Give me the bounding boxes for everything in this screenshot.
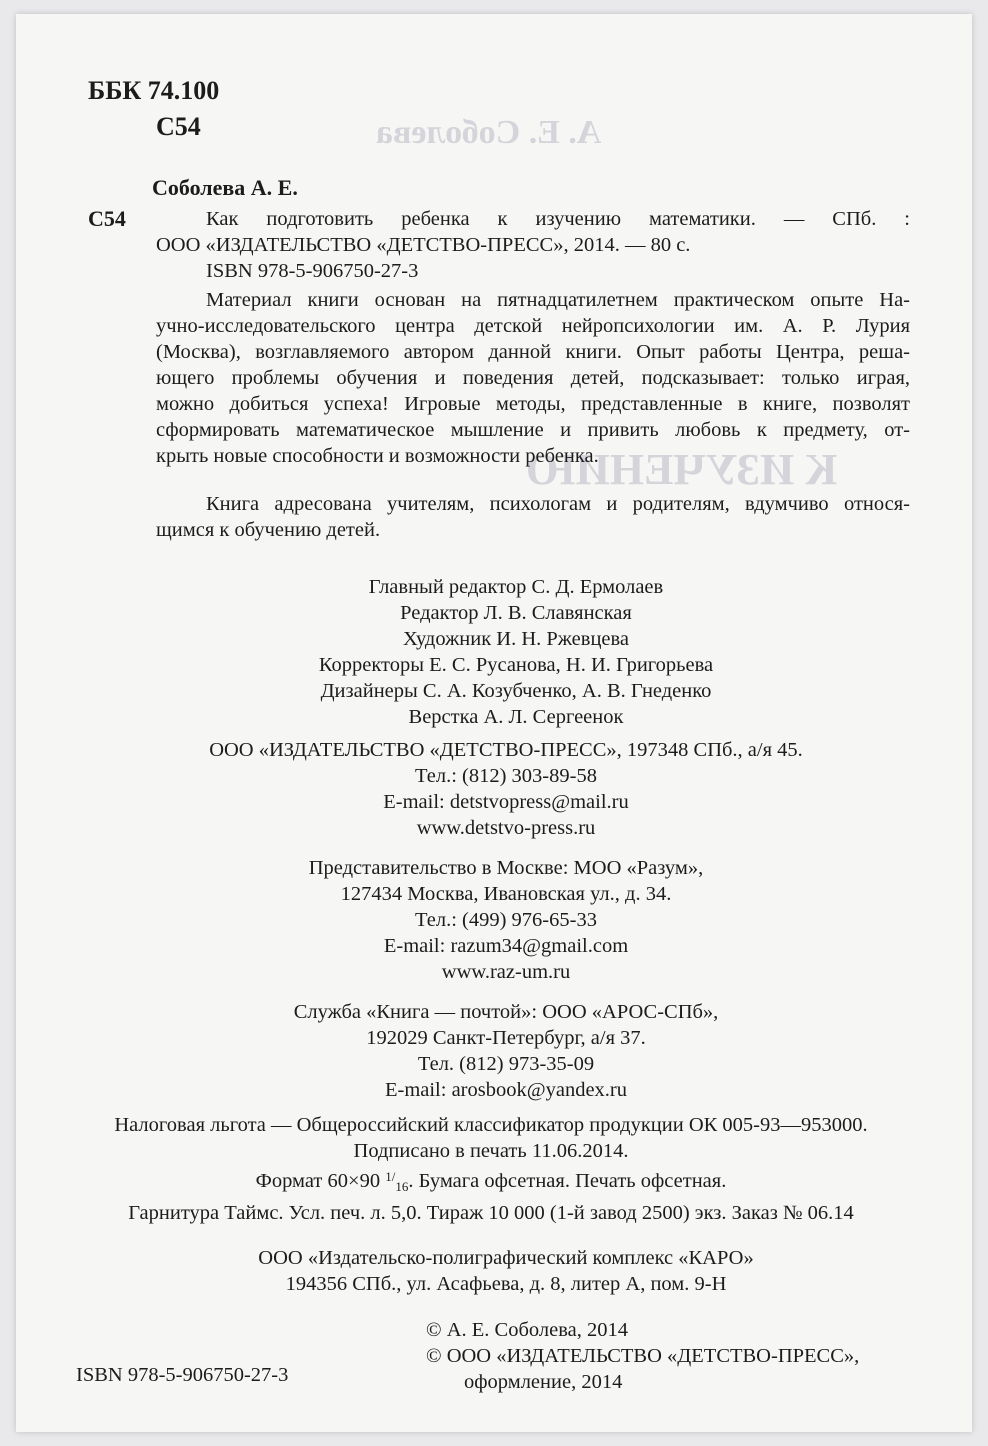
moscow-office-block bbox=[206, 855, 806, 985]
credits-block bbox=[206, 574, 826, 730]
annotation-line: Материал книги основан на пятнадцатилетнем практическом опыте На- bbox=[206, 289, 910, 311]
mail-service-name: Служба «Книга — почтой»: ООО «АРОС-СПб», bbox=[293, 1001, 719, 1023]
copyright-publisher: © ООО «ИЗДАТЕЛЬСТВО «ДЕТСТВО-ПРЕСС», bbox=[426, 1345, 860, 1367]
bib-publisher-line: ООО «ИЗДАТЕЛЬСТВО «ДЕТСТВО-ПРЕСС», 2014. — 80 с. bbox=[156, 234, 691, 256]
publisher-block bbox=[156, 737, 856, 841]
format-prefix: Формат 60×90 bbox=[255, 1170, 381, 1192]
moscow-office-name: Представительство в Москве: МОО «Разум», bbox=[308, 857, 704, 879]
bib-title-block bbox=[206, 206, 910, 232]
publisher-address: ООО «ИЗДАТЕЛЬСТВО «ДЕТСТВО-ПРЕСС», 197348 СПб., а/я 45. bbox=[209, 739, 803, 761]
annotation-line: сформировать математическое мышление и привить любовь к предмету, от- bbox=[156, 419, 910, 441]
annotation-line: Книга адресована учителям, психологам и родителям, вдумчиво относя- bbox=[206, 493, 910, 515]
bib-code: С54 bbox=[88, 206, 126, 231]
format-line bbox=[76, 1164, 906, 1200]
credit-artist: Художник И. Н. Ржевцева bbox=[402, 628, 630, 650]
footer-isbn: ISBN 978-5-906750-27-3 bbox=[76, 1364, 289, 1386]
credit-proofreaders: Корректоры Е. С. Русанова, Н. И. Григорьева bbox=[318, 654, 714, 676]
bib-isbn: ISBN 978-5-906750-27-3 bbox=[206, 260, 419, 282]
annotation-line: щимся к обучению детей. bbox=[156, 519, 381, 541]
credit-chief-editor: Главный редактор С. Д. Ермолаев bbox=[368, 576, 664, 598]
annotation-line: (Москва), возглавляемого автором данной книги. Опыт работы Центра, реша- bbox=[156, 341, 910, 363]
format-suffix: . Бумага офсетная. Печать офсетная. bbox=[408, 1170, 727, 1192]
moscow-office-website: www.raz-um.ru bbox=[441, 961, 571, 983]
mail-service-email: E-mail: arosbook@yandex.ru bbox=[384, 1079, 628, 1101]
publisher-email: E-mail: detstvopress@mail.ru bbox=[383, 791, 629, 813]
moscow-office-phone: Тел.: (499) 976-65-33 bbox=[415, 909, 597, 931]
format-fraction: 1/16 bbox=[385, 1169, 409, 1194]
bbk-code: ББК 74.100 bbox=[88, 76, 220, 105]
tax-benefit-line: Налоговая льгота — Общероссийский классификатор продукции ОК 005-93—953000. bbox=[114, 1114, 868, 1136]
bib-author: Соболева А. Е. bbox=[152, 175, 298, 200]
format-fraction-num: 1 bbox=[385, 1169, 392, 1184]
publisher-website: www.detstvo-press.ru bbox=[416, 817, 596, 839]
annotation-line: учно-исследовательского центра детской нейропсихологии им. А. Р. Лурия bbox=[156, 315, 910, 337]
mail-service-phone: Тел. (812) 973-35-09 bbox=[417, 1053, 595, 1075]
credit-designers: Дизайнеры С. А. Козубченко, А. В. Гнеденко bbox=[320, 680, 712, 702]
annotation-paragraph-1 bbox=[156, 287, 910, 469]
typeface-line: Гарнитура Таймс. Усл. печ. л. 5,0. Тираж 10 000 (1-й завод 2500) экз. Заказ № 06.14 bbox=[128, 1202, 854, 1224]
mail-service-address: 192029 Санкт-Петербург, а/я 37. bbox=[366, 1027, 646, 1049]
technical-block bbox=[76, 1112, 906, 1226]
signed-to-print-line: Подписано в печать 11.06.2014. bbox=[353, 1140, 629, 1162]
author-mark-code: С54 bbox=[156, 112, 201, 141]
credit-editor: Редактор Л. В. Славянская bbox=[400, 602, 632, 624]
moscow-office-email: E-mail: razum34@gmail.com bbox=[383, 935, 629, 957]
copyright-author: © А. Е. Соболева, 2014 bbox=[426, 1319, 628, 1341]
mail-service-block bbox=[206, 999, 806, 1103]
bleed-through-title: К ИЗУЧЕНИЮ bbox=[526, 445, 838, 494]
publisher-phone: Тел.: (812) 303-89-58 bbox=[415, 765, 597, 787]
moscow-office-address: 127434 Москва, Ивановская ул., д. 34. bbox=[340, 883, 672, 905]
printer-address: 194356 СПб., ул. Асафьева, д. 8, литер А, пом. 9-Н bbox=[285, 1273, 727, 1295]
bib-title-line: Как подготовить ребенка к изучению математики. — СПб. : bbox=[206, 208, 910, 230]
printer-block bbox=[206, 1245, 806, 1297]
annotation-paragraph-2 bbox=[156, 491, 910, 543]
copyright-design: оформление, 2014 bbox=[464, 1371, 623, 1393]
credit-layout: Верстка А. Л. Сергеенок bbox=[408, 706, 624, 728]
imprint-page bbox=[16, 14, 972, 1432]
bleed-through-author: А. Е. Соболева bbox=[376, 114, 602, 151]
format-fraction-den: 16 bbox=[395, 1179, 409, 1194]
printer-name: ООО «Издательско-полиграфический комплекс «КАРО» bbox=[258, 1247, 754, 1269]
annotation-line: можно добиться успеха! Игровые методы, представленные в книге, позволят bbox=[156, 393, 910, 415]
annotation-line: ющего проблемы обучения и поведения детей, подсказывает: только играя, bbox=[156, 367, 910, 389]
annotation-line: крыть новые способности и возможности ребенка. bbox=[156, 445, 599, 467]
